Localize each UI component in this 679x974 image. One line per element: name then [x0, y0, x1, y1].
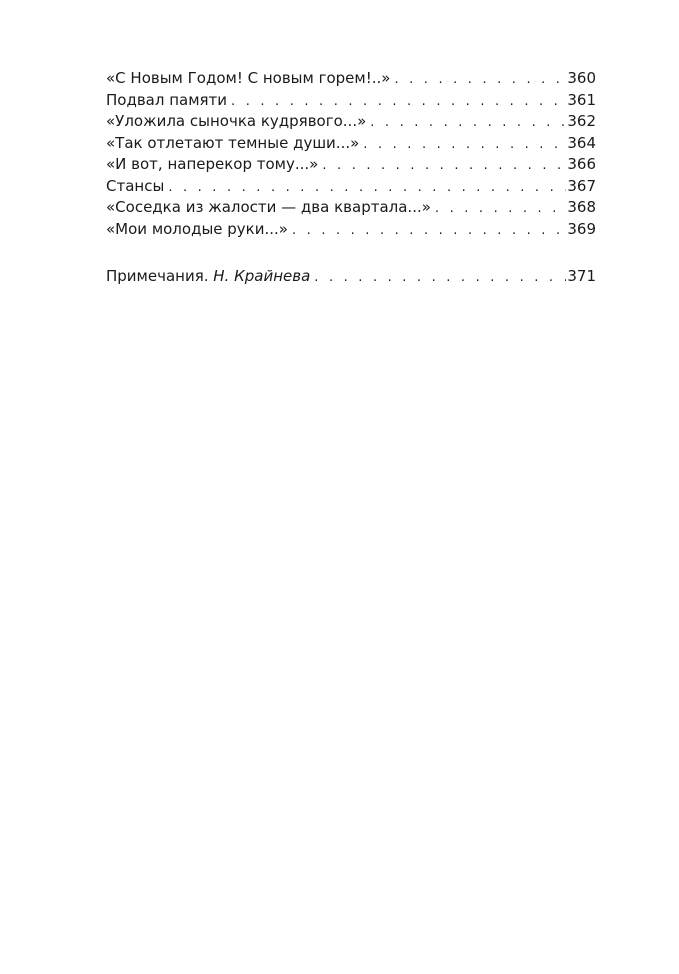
- toc-entry-page: 361: [567, 90, 596, 109]
- toc-leader-dots: [231, 91, 566, 113]
- toc-leader-dots: [394, 69, 566, 91]
- toc-notes-entry: [106, 266, 596, 288]
- toc-entry: [106, 219, 596, 241]
- toc-leader-dots: [314, 267, 566, 289]
- toc-entry: [106, 90, 596, 112]
- toc-entry-page: 367: [567, 176, 596, 195]
- toc-leader-dots: [322, 155, 566, 177]
- toc-notes-page: 371: [567, 267, 596, 285]
- toc-notes-title: Примечания.: [106, 267, 209, 285]
- toc-entry-title: «Уложила сыночка кудрявого...»: [106, 112, 367, 130]
- toc-entry-page: 366: [567, 155, 596, 173]
- toc-notes-title-group: [106, 266, 314, 288]
- toc-leader-dots: [168, 177, 566, 199]
- toc-entry-title: Подвал памяти: [106, 90, 228, 109]
- toc-entry: [106, 68, 596, 90]
- toc-entry-page: 360: [567, 69, 596, 87]
- toc-entry: [106, 197, 596, 219]
- toc-entry-page: 369: [567, 219, 596, 238]
- toc-leader-dots: [292, 220, 566, 242]
- toc-entry: [106, 133, 596, 155]
- table-of-contents: [106, 68, 596, 288]
- toc-entry-title: «И вот, наперекор тому...»: [106, 155, 319, 173]
- toc-leader-dots: [370, 112, 566, 134]
- toc-entry-page: 368: [567, 198, 596, 216]
- toc-entry-title: «Соседка из жалости — два квартала...»: [106, 198, 431, 216]
- toc-leader-dots: [363, 134, 566, 156]
- toc-entry-title: Стансы: [106, 176, 165, 195]
- toc-entry-title: «Мои молодые руки...»: [106, 219, 288, 238]
- toc-entry-page: 362: [567, 112, 596, 130]
- toc-entry: [106, 176, 596, 198]
- toc-spacer: [106, 240, 596, 266]
- toc-entry-title: «Так отлетают темные души...»: [106, 133, 360, 152]
- toc-entry: [106, 111, 596, 133]
- toc-entry-title: «С Новым Годом! С новым горем!..»: [106, 69, 391, 87]
- toc-leader-dots: [435, 198, 566, 220]
- toc-entry-page: 364: [567, 133, 596, 152]
- toc-entry: [106, 154, 596, 176]
- toc-notes-author: Н. Крайнева: [213, 267, 311, 285]
